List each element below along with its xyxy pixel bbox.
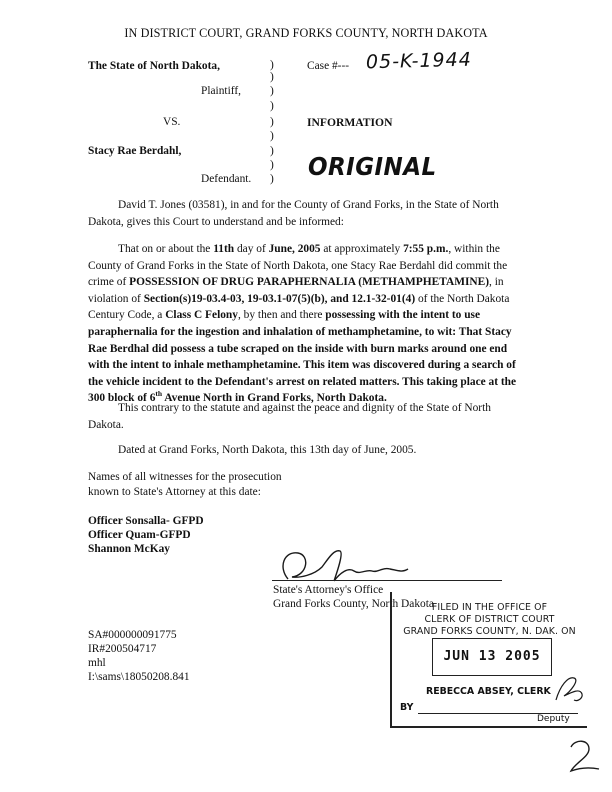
caption-paren: ) bbox=[270, 130, 274, 142]
plaintiff-role: Plaintiff, bbox=[201, 85, 241, 97]
clerk-signature bbox=[550, 672, 586, 706]
stamp-line: CLERK OF DISTRICT COURT bbox=[424, 614, 555, 625]
versus-label: VS. bbox=[163, 116, 181, 128]
stamp-clerk: REBECCA ABSEY, CLERK bbox=[426, 686, 551, 697]
reference-line: IR#200504717 bbox=[88, 643, 157, 655]
witnesses-intro: known to State's Attorney at this date: bbox=[88, 486, 261, 498]
witness-item: Officer Quam-GFPD bbox=[88, 529, 191, 541]
case-number-label: Case #--- bbox=[307, 60, 350, 72]
witness-item: Officer Sonsalla- GFPD bbox=[88, 515, 204, 527]
document-title: INFORMATION bbox=[307, 116, 393, 129]
witnesses-intro: Names of all witnesses for the prosecution bbox=[88, 471, 282, 483]
caption-paren: ) bbox=[270, 116, 274, 128]
charge-paragraph: That on or about the 11th day of June, 2005 at approximately 7:55 p.m., within the County of Grand Forks in the State of North Dakota, one Stacy Rae Berdahl did commit the crime of POSSESSION OF DRUG PARAPHERNALIA (METHAMPHETAMINE), in violation of Section(s)19-03.4-03, 19-03.1-07(5)(b), and 12.1-32-01(4) of the North Dakota Century Code, a Class C Felony, by then and there possessing with the intent to use paraphernalia for the ingestion and inhalation of methamphetamine, to wit: That Stacy Rae Berdhal did possess a tube scraped on the inside with burn marks around one end with the intent to inhale methamphetamine. This item was discovered during a search of the vehicle incident to the Defendant's arrest on related matters. This taking place at the 300 block of 6th Avenue North in Grand Forks, North Dakota. bbox=[88, 243, 517, 405]
stamp-date: JUN 13 2005 bbox=[443, 649, 541, 664]
defendant-role: Defendant. bbox=[201, 173, 252, 185]
reference-line: SA#000000091775 bbox=[88, 629, 177, 641]
defendant-name: Stacy Rae Berdahl, bbox=[88, 145, 182, 157]
original-stamp: ORIGINAL bbox=[308, 152, 437, 181]
caption-paren: ) bbox=[270, 59, 274, 71]
stamp-line: GRAND FORKS COUNTY, N. DAK. ON bbox=[403, 626, 576, 637]
caption-paren: ) bbox=[270, 173, 274, 185]
caption-paren: ) bbox=[270, 71, 274, 83]
court-header: IN DISTRICT COURT, GRAND FORKS COUNTY, NORTH DAKOTA bbox=[124, 26, 488, 40]
reference-line: mhl bbox=[88, 657, 106, 669]
case-number-handwritten: 05-K-1944 bbox=[365, 48, 473, 74]
caption-paren: ) bbox=[270, 100, 274, 112]
intro-paragraph: David T. Jones (03581), in and for the County of Grand Forks, in the State of North Dakota, gives this Court to understand and be informed: bbox=[88, 199, 499, 228]
caption-paren: ) bbox=[270, 85, 274, 97]
attorney-signature bbox=[270, 545, 415, 585]
signature-line bbox=[272, 580, 502, 581]
stamp-line: FILED IN THE OFFICE OF bbox=[431, 602, 548, 613]
handwritten-page-mark bbox=[565, 735, 605, 775]
filed-stamp bbox=[390, 592, 587, 728]
stamp-deputy-label: Deputy bbox=[537, 714, 570, 724]
witness-item: Shannon McKay bbox=[88, 543, 170, 555]
reference-line: I:\sams\18050208.841 bbox=[88, 671, 190, 683]
stamp-date-box bbox=[432, 638, 552, 676]
office-name: State's Attorney's Office bbox=[273, 584, 384, 596]
dated-line: Dated at Grand Forks, North Dakota, this 13th day of June, 2005. bbox=[118, 444, 417, 456]
stamp-by-label: BY bbox=[400, 702, 414, 713]
plaintiff-name: The State of North Dakota, bbox=[88, 60, 220, 72]
caption-paren: ) bbox=[270, 145, 274, 157]
caption-paren: ) bbox=[270, 159, 274, 171]
contrary-paragraph: This contrary to the statute and against the peace and dignity of the State of North Dakota. bbox=[88, 402, 491, 431]
office-county: Grand Forks County, North Dakota bbox=[273, 598, 434, 610]
